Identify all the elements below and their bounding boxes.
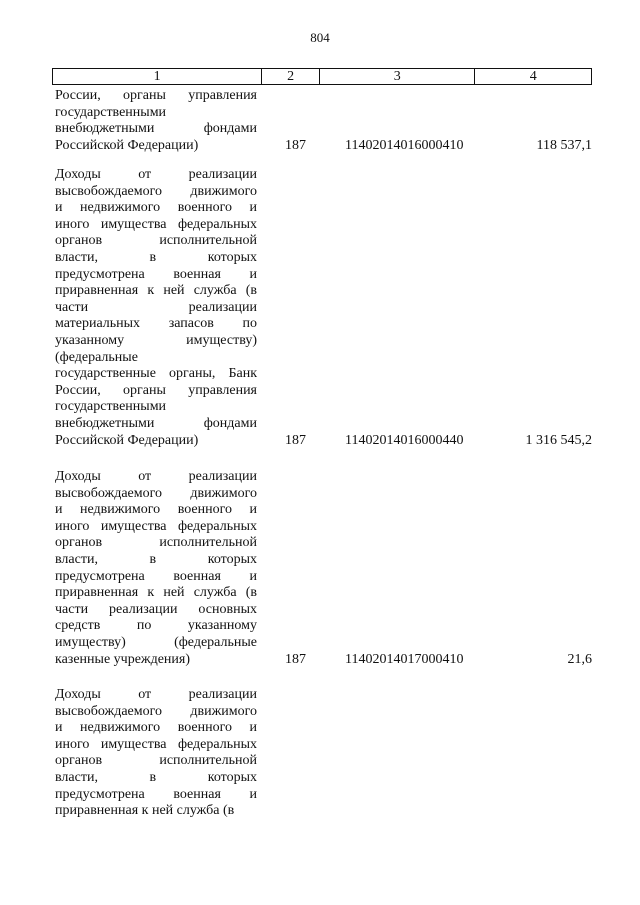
- row-admin-code: 187: [285, 137, 306, 153]
- row-amount: 21,6: [567, 651, 592, 667]
- table-row: [55, 88, 592, 154]
- description-line: Российской Федерации): [55, 137, 199, 153]
- description-line: Доходы от реализации: [55, 469, 257, 484]
- row-budget-code: 11402014016000410: [345, 137, 464, 153]
- description-line: власти, в которых: [55, 551, 257, 567]
- description-line: предусмотрена военная и: [55, 786, 257, 802]
- description-line: власти, в которых: [55, 249, 257, 265]
- description-line: части реализации: [55, 299, 257, 315]
- description-line: и недвижимого военного и: [55, 200, 257, 216]
- description-line: приравненная к ней служба (в: [55, 803, 235, 819]
- description-line: высвобождаемого движимого: [55, 183, 257, 199]
- row-budget-code: 11402014016000440: [345, 432, 464, 448]
- table-header: [52, 68, 592, 85]
- description-line: органов исполнительной: [55, 535, 257, 551]
- description-line: и недвижимого военного и: [55, 502, 257, 518]
- description-line: высвобождаемого движимого: [55, 703, 257, 719]
- description-line: Российской Федерации): [55, 432, 199, 448]
- row-admin-code: 187: [285, 651, 306, 667]
- header-col-4: 4: [529, 69, 537, 84]
- description-line: внебюджетными фондами: [55, 121, 257, 137]
- description-line: государственные органы, Банк: [55, 366, 257, 382]
- row-admin-code: 187: [285, 432, 306, 448]
- description-line: материальных запасов по: [55, 316, 257, 332]
- description-line: имуществу) (федеральные: [55, 634, 257, 650]
- description-line: внебюджетными фондами: [55, 415, 257, 431]
- description-line: России, органы управления: [55, 382, 257, 398]
- description-line: средств по указанному: [55, 618, 257, 634]
- description-line: предусмотрена военная и: [55, 568, 257, 584]
- row-description: [55, 167, 257, 449]
- description-line: приравненная к ней служба (в: [55, 283, 257, 299]
- description-line: государственными: [55, 399, 167, 415]
- description-line: и недвижимого военного и: [55, 720, 257, 736]
- description-line: иного имущества федеральных: [55, 518, 257, 534]
- page-number: 804: [310, 30, 330, 45]
- row-amount: 118 537,1: [536, 137, 592, 153]
- description-line: высвобождаемого движимого: [55, 485, 257, 501]
- table-row: [55, 167, 592, 449]
- description-line: Доходы от реализации: [55, 687, 257, 702]
- description-line: (федеральные: [55, 349, 138, 365]
- description-line: иного имущества федеральных: [55, 216, 257, 232]
- table-row: [55, 687, 592, 820]
- description-line: приравненная к ней служба (в: [55, 585, 257, 601]
- description-line: органов исполнительной: [55, 753, 257, 769]
- row-description: [55, 687, 257, 820]
- description-line: иного имущества федеральных: [55, 736, 257, 752]
- description-line: части реализации основных: [55, 601, 257, 617]
- row-description: [55, 88, 257, 154]
- table-row: [55, 469, 592, 668]
- description-line: указанному имуществу): [55, 332, 257, 348]
- row-budget-code: 11402014017000410: [345, 651, 464, 667]
- description-line: органов исполнительной: [55, 233, 257, 249]
- description-line: предусмотрена военная и: [55, 266, 257, 282]
- description-line: власти, в которых: [55, 769, 257, 785]
- description-line: государственными: [55, 104, 167, 120]
- description-line: казенные учреждения): [55, 651, 191, 667]
- row-description: [55, 469, 257, 668]
- header-col-3: 3: [320, 69, 475, 84]
- header-col-1: 1: [53, 69, 262, 84]
- description-line: Доходы от реализации: [55, 167, 257, 182]
- description-line: России, органы управления: [55, 88, 257, 103]
- header-col-2: 2: [262, 69, 320, 84]
- row-amount: 1 316 545,2: [525, 432, 592, 448]
